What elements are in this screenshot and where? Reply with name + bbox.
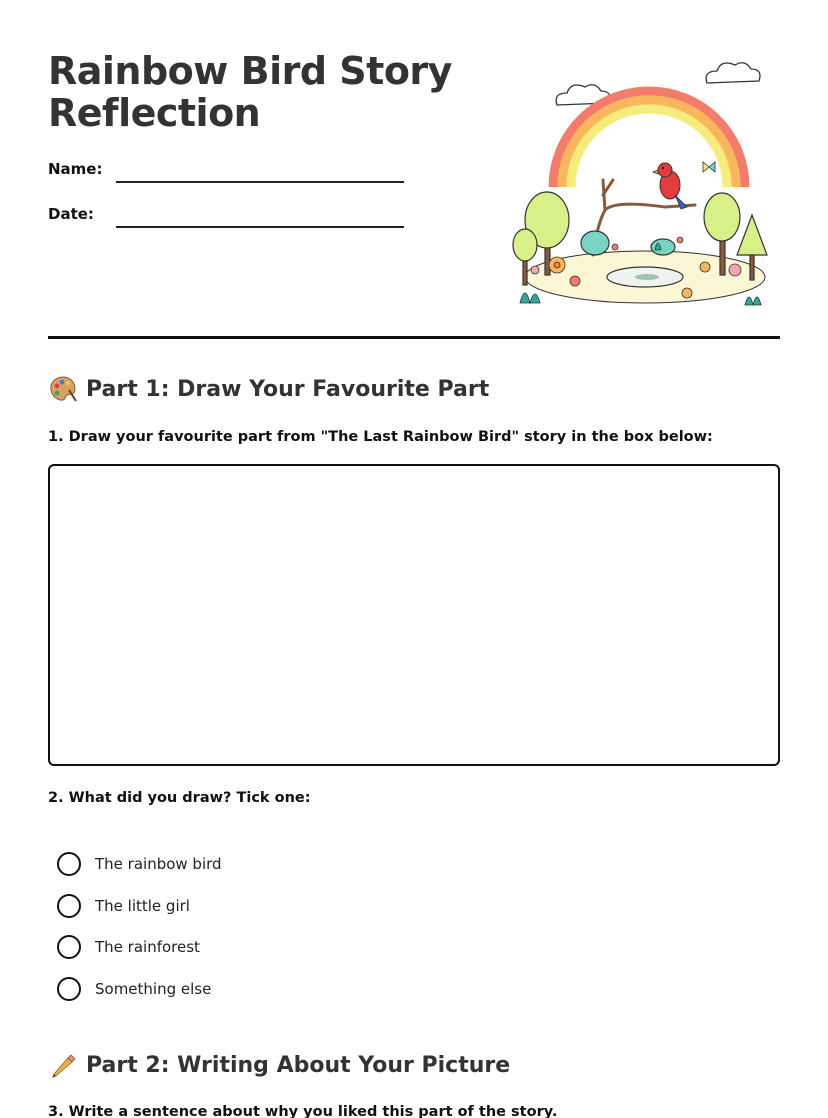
question-1: 1. Draw your favourite part from "The Last Rainbow Bird" story in the box below: bbox=[48, 429, 713, 445]
part2-title: Part 2: Writing About Your Picture bbox=[86, 1052, 511, 1078]
name-label: Name: bbox=[48, 160, 103, 178]
option-rainbow-bird[interactable] bbox=[57, 852, 222, 876]
radio-circle[interactable] bbox=[57, 852, 81, 876]
part1-title: Part 1: Draw Your Favourite Part bbox=[86, 376, 490, 402]
pencil-icon bbox=[48, 1050, 78, 1080]
rainbow-forest-illustration bbox=[505, 55, 780, 320]
rainbow-icon bbox=[553, 91, 745, 187]
part2-heading bbox=[48, 1050, 510, 1080]
radio-circle[interactable] bbox=[57, 894, 81, 918]
radio-circle[interactable] bbox=[57, 977, 81, 1001]
name-field[interactable] bbox=[116, 181, 404, 183]
radio-circle[interactable] bbox=[57, 935, 81, 959]
section-divider bbox=[48, 336, 780, 339]
option-label: The rainbow bird bbox=[95, 855, 222, 873]
part1-heading bbox=[48, 374, 489, 404]
question-2: 2. What did you draw? Tick one: bbox=[48, 790, 311, 806]
rainbow-bird-icon bbox=[653, 163, 687, 209]
option-label: The little girl bbox=[95, 897, 190, 915]
date-label: Date: bbox=[48, 205, 94, 223]
page-title: Rainbow Bird Story Reflection bbox=[48, 49, 452, 135]
drawing-box[interactable] bbox=[48, 464, 780, 766]
option-rainforest[interactable] bbox=[57, 935, 200, 959]
butterfly-icon bbox=[703, 162, 715, 172]
option-something-else[interactable] bbox=[57, 977, 211, 1001]
option-little-girl[interactable] bbox=[57, 894, 190, 918]
option-label: Something else bbox=[95, 980, 212, 998]
option-label: The rainforest bbox=[95, 938, 200, 956]
question-3: 3. Write a sentence about why you liked this part of the story. bbox=[48, 1104, 558, 1118]
date-field[interactable] bbox=[116, 226, 404, 228]
palette-icon bbox=[48, 374, 78, 404]
